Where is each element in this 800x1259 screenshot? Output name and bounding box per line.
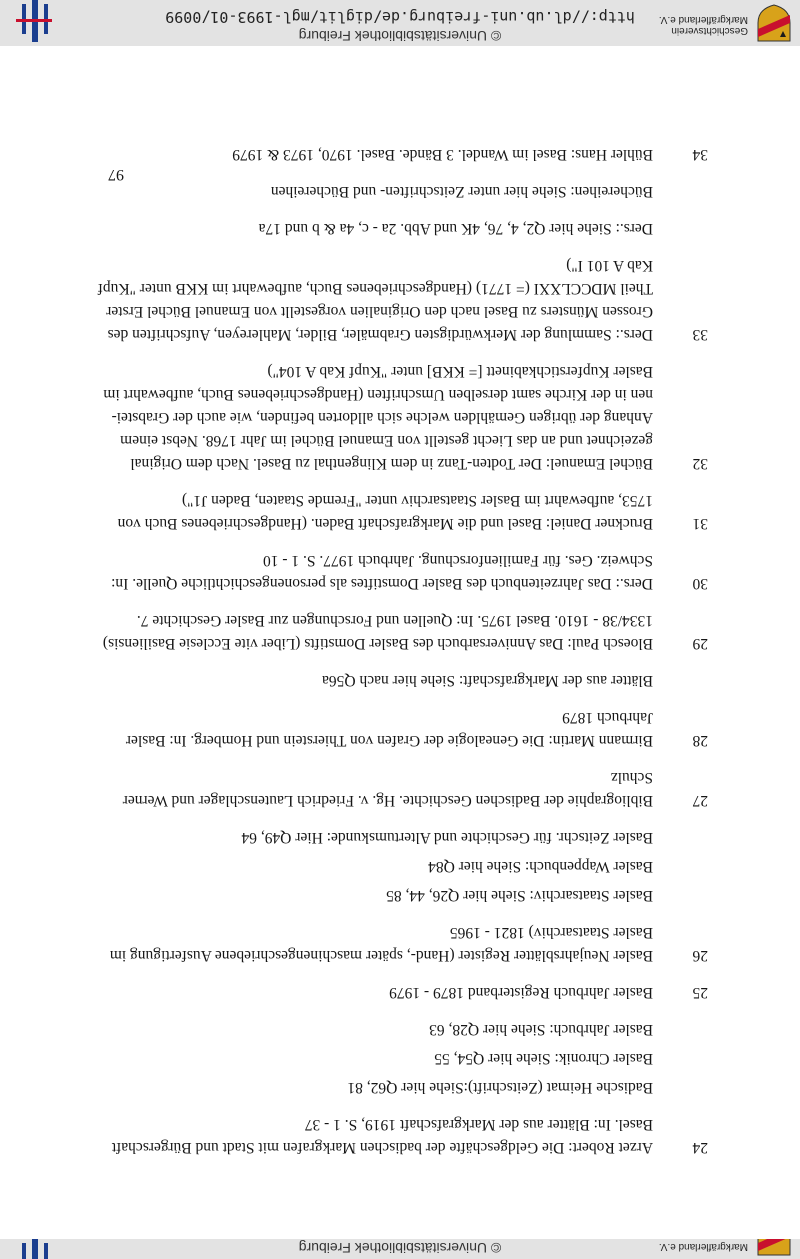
bibliography-entry bbox=[68, 549, 708, 595]
bibliography-entry bbox=[68, 855, 708, 878]
entry-spacer bbox=[68, 752, 708, 766]
bibliography-entry bbox=[68, 360, 708, 475]
entry-line: Ders.: Das Jahrzeitenbuch des Basler Domstiftes als personengeschichtliche Quelle. In: bbox=[111, 575, 653, 592]
page-number: 97 bbox=[108, 166, 124, 183]
entry-text bbox=[68, 1113, 653, 1159]
entry-spacer bbox=[68, 475, 708, 489]
entry-text bbox=[68, 981, 653, 1004]
entry-number: 27 bbox=[692, 792, 708, 809]
bibliography-entry bbox=[68, 1113, 708, 1159]
entry-line: gezeichnet und an das Liecht gestellt von Emanuel Büchel im Jahr 1768. Nebst einem bbox=[120, 432, 653, 449]
entry-line: Basler Chronik: Siehe hier Q54, 55 bbox=[434, 1050, 653, 1067]
entry-spacer bbox=[68, 967, 708, 981]
entry-line: Schulz bbox=[610, 769, 653, 786]
bibliography-entry bbox=[68, 489, 708, 535]
entry-text bbox=[68, 254, 653, 346]
top-banner bbox=[0, 1239, 800, 1259]
entry-line: Badische Heimat (Zeitschrift):Siehe hier Q62, 81 bbox=[347, 1079, 653, 1096]
entry-text bbox=[68, 1076, 653, 1099]
entry-spacer bbox=[68, 1004, 708, 1018]
entry-spacer bbox=[68, 692, 708, 706]
bibliography-entry bbox=[68, 826, 708, 849]
entry-text bbox=[68, 143, 653, 166]
library-logo-icon bbox=[12, 0, 56, 42]
bibliography-entry bbox=[68, 143, 708, 166]
entry-text bbox=[68, 855, 653, 878]
bibliography-entry bbox=[68, 981, 708, 1004]
bibliography-entry bbox=[68, 180, 708, 203]
entry-number: 29 bbox=[692, 635, 708, 652]
entry-line: Arzet Robert: Die Geldgeschäfte der badischen Markgrafen mit Stadt und Bürgerschaft bbox=[111, 1139, 653, 1156]
entry-number bbox=[653, 855, 708, 878]
entry-line: Birmann Martin: Die Genealogie der Grafen von Thierstein und Homberg. In: Basler bbox=[125, 732, 653, 749]
entry-text bbox=[68, 180, 653, 203]
entry-spacer bbox=[68, 1099, 708, 1113]
society-name-top: Markgräflerland e.V. bbox=[658, 1241, 748, 1252]
entry-spacer bbox=[68, 166, 708, 180]
entry-line: Basel. In: Blätter aus der Markgrafschaft 1919, S. 1 - 37 bbox=[304, 1116, 653, 1133]
entry-line: Basler Kupferstichkabinett [= KKB] unter "Kupf Kab A 104") bbox=[267, 363, 653, 380]
library-logo-top-icon bbox=[12, 1239, 56, 1259]
entry-spacer bbox=[68, 812, 708, 826]
entry-number: 25 bbox=[692, 984, 708, 1001]
entry-line: Basler Wappenbuch: Siehe hier Q84 bbox=[428, 858, 653, 875]
entry-line: Ders.: Siehe hier Q2, 4, 76, 4K und Abb. 2a - c, 4a & b und 17a bbox=[258, 220, 653, 237]
bibliography-entry bbox=[68, 921, 708, 967]
entry-number bbox=[653, 669, 708, 692]
entry-text bbox=[68, 1047, 653, 1070]
entry-number bbox=[653, 826, 708, 849]
entry-line: Jahrbuch 1879 bbox=[562, 709, 653, 726]
entry-line: Büchel Emanuel: Der Todten-Tanz in dem Klingenthal zu Basel. Nach dem Original bbox=[130, 455, 653, 472]
entry-line: Basler Staatsarchiv) 1821 - 1965 bbox=[449, 924, 653, 941]
bibliography-entry bbox=[68, 706, 708, 752]
entry-number: 32 bbox=[692, 455, 708, 472]
bibliography-entry bbox=[68, 1076, 708, 1099]
entry-number: 31 bbox=[692, 515, 708, 532]
entry-spacer bbox=[68, 240, 708, 254]
bibliography-entry bbox=[68, 217, 708, 240]
document-url-link[interactable]: http://dl.ub.uni-freiburg.de/diglit/mgl-1993-01/0099 bbox=[165, 8, 635, 26]
entry-number: 30 bbox=[692, 575, 708, 592]
entry-text bbox=[68, 706, 653, 752]
entry-number bbox=[653, 1018, 708, 1041]
entry-number bbox=[653, 180, 708, 203]
entry-line: Kab A 101 I") bbox=[566, 257, 653, 274]
entry-number: 26 bbox=[692, 947, 708, 964]
entry-number bbox=[653, 884, 708, 907]
bibliography-entry bbox=[68, 254, 708, 346]
entry-line: 1334/38 - 1610. Basel 1975. In: Quellen und Forschungen zur Basler Geschichte 7. bbox=[136, 612, 653, 629]
bibliography-entry bbox=[68, 884, 708, 907]
entry-line: Grossen Münsters zu Basel nach den Originalien vorgestellt von Emanuel Büchel Erster bbox=[106, 303, 653, 320]
entry-line: Bruckner Daniel: Basel und die Markgrafschaft Baden. (Handgeschriebenes Buch von bbox=[117, 515, 653, 532]
entry-number: 34 bbox=[692, 146, 708, 163]
entry-line: Blätter aus der Markgrafschaft: Siehe hier nach Q56a bbox=[322, 672, 653, 689]
entry-line: Bloesch Paul: Das Anniversarbuch des Basler Domstifts (Liber vite Ecclesie Basiliensis) bbox=[102, 635, 653, 652]
entry-text bbox=[68, 766, 653, 812]
entry-line: Bibliographie der Badischen Geschichte. Hg. v. Friedrich Lautenschlager und Werner bbox=[122, 792, 653, 809]
entry-spacer bbox=[68, 595, 708, 609]
entry-line: Basler Zeitschr. für Geschichte und Altertumskunde: Hier Q49, 64 bbox=[241, 829, 653, 846]
entry-spacer bbox=[68, 346, 708, 360]
entry-line: Theil MDCCLXXI (= 1771) (Handgeschriebenes Buch, aufbewahrt im KKB unter "Kupf bbox=[97, 280, 653, 297]
entry-line: Schweiz. Ges. für Familienforschung. Jahrbuch 1977. S. 1 - 10 bbox=[262, 552, 653, 569]
entry-line: Ders.: Sammlung der Merkwürdigsten Grabmäler, Bilder, Mahlereyen, Aufschriften des bbox=[107, 326, 653, 343]
entry-line: Büchereihen: Siehe hier unter Zeitschriften- und Büchereihen bbox=[270, 183, 653, 200]
entry-number: 33 bbox=[692, 326, 708, 343]
entry-line: Anhang der übrigen Gemählden welche sich alldorten befinden, wie auch der Grabstei- bbox=[111, 409, 653, 426]
bibliography-entry bbox=[68, 1047, 708, 1070]
entry-line: Basler Neujahrsblätter Register (Hand-, später maschinengeschriebene Ausfertigung im bbox=[109, 947, 653, 964]
entry-text bbox=[68, 669, 653, 692]
entry-spacer bbox=[68, 907, 708, 921]
bibliography-entry bbox=[68, 669, 708, 692]
bibliography-entry bbox=[68, 609, 708, 655]
bibliography-entry bbox=[68, 1018, 708, 1041]
entry-number: 24 bbox=[692, 1139, 708, 1156]
entry-text bbox=[68, 1018, 653, 1041]
society-name-line1: Geschichtsverein bbox=[671, 25, 748, 36]
entry-spacer bbox=[68, 655, 708, 669]
entry-text bbox=[68, 549, 653, 595]
entry-line: Basler Staatsarchiv: Siehe hier Q26, 44, 85 bbox=[386, 887, 653, 904]
entry-spacer bbox=[68, 203, 708, 217]
entry-text bbox=[68, 921, 653, 967]
entry-number bbox=[653, 1076, 708, 1099]
entry-line: 1753, aufbewahrt im Basler Staatsarchiv unter "Fremde Staaten, Baden J1") bbox=[181, 492, 653, 509]
entry-line: Basler Jahrbuch Registerband 1879 - 1979 bbox=[389, 984, 653, 1001]
library-credit: © Universitätsbibliothek Freiburg bbox=[298, 28, 502, 44]
society-name-line2: Markgräflerland e.V. bbox=[658, 14, 748, 25]
entry-text bbox=[68, 489, 653, 535]
entry-number bbox=[653, 217, 708, 240]
entry-spacer bbox=[68, 535, 708, 549]
entry-line: nen in der Kirche samt derselben Umschriften (Handgeschriebenes Buch, aufbewahrt im bbox=[103, 386, 653, 403]
bibliography-list bbox=[68, 143, 708, 1159]
bottom-banner bbox=[0, 0, 800, 46]
entry-line: Bühler Hans: Basel im Wandel. 3 Bände. Basel. 1970, 1973 & 1979 bbox=[232, 146, 653, 163]
bibliography-entry bbox=[68, 766, 708, 812]
entry-number bbox=[653, 1047, 708, 1070]
entry-text bbox=[68, 609, 653, 655]
library-credit-top: © Universitätsbibliothek Freiburg bbox=[298, 1240, 502, 1256]
entry-text bbox=[68, 360, 653, 475]
entry-text bbox=[68, 826, 653, 849]
entry-number: 28 bbox=[692, 732, 708, 749]
entry-text bbox=[68, 217, 653, 240]
entry-text bbox=[68, 884, 653, 907]
entry-line: Basler Jahrbuch: Siehe hier Q28, 63 bbox=[429, 1021, 653, 1038]
